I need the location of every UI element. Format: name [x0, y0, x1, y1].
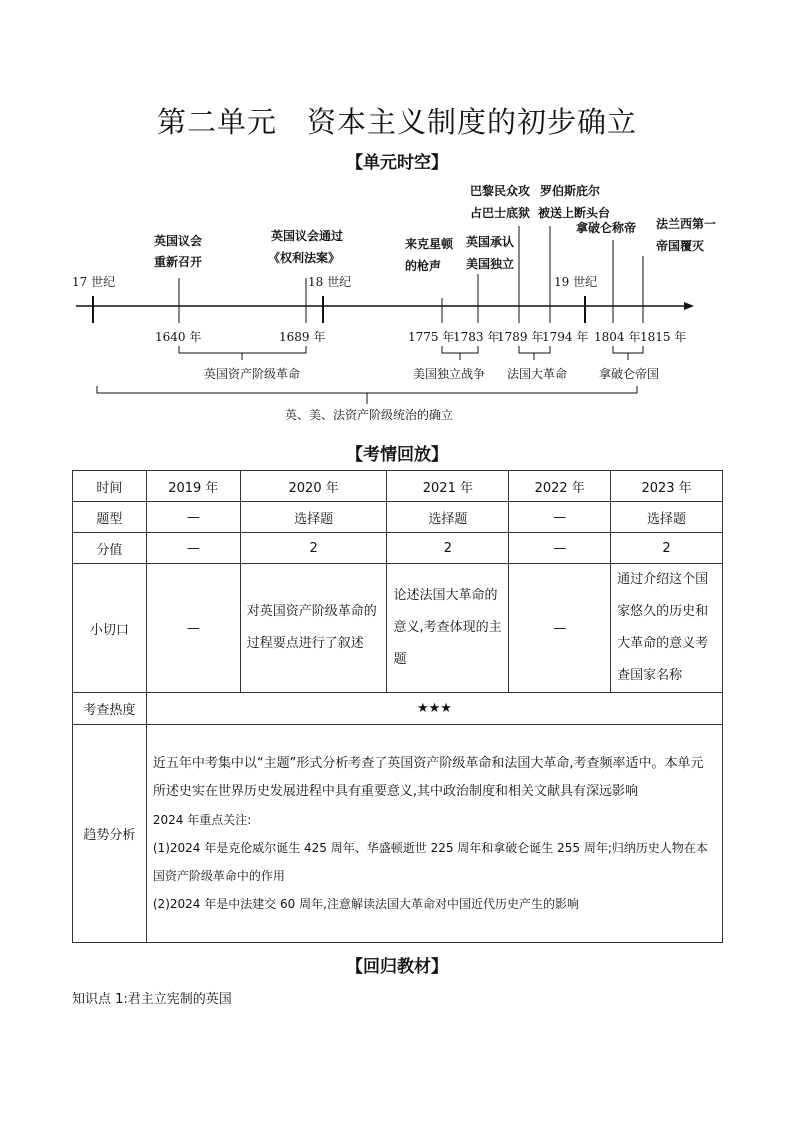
- trend-focus: 2024 年重点关注:: [152, 812, 252, 827]
- label-18c: 18 世纪: [308, 275, 352, 289]
- cell-year-2021: 2021 年: [387, 471, 509, 502]
- timeline-arrow: [684, 302, 694, 310]
- cell-type-label: 题型: [73, 502, 147, 533]
- cell-score-2022: —: [509, 533, 611, 564]
- row-heat: [73, 693, 723, 725]
- event-1783-l2: 美国独立: [466, 257, 515, 271]
- cell-time-label: 时间: [73, 471, 147, 502]
- event-1689-l2: 《权利法案》: [268, 251, 341, 265]
- row-time: [73, 471, 723, 502]
- period-american-war: 美国独立战争: [413, 367, 486, 381]
- cell-trend-label: 趋势分析: [73, 725, 147, 943]
- cell-score-2021: 2: [387, 533, 509, 564]
- event-1775-l2: 的枪声: [405, 259, 442, 273]
- event-1640-l1: 英国议会: [154, 234, 203, 248]
- cell-year-2023: 2023 年: [611, 471, 723, 502]
- timeline-diagram: [0, 178, 794, 468]
- cell-type-2020: 选择题: [240, 502, 387, 533]
- event-1783-l1: 英国承认: [466, 235, 515, 249]
- cell-trend-content: [146, 725, 722, 943]
- cell-point-2022: —: [509, 564, 611, 693]
- year-1783: 1783 年: [453, 330, 500, 344]
- event-1775-l1: 来克星顿: [405, 237, 454, 251]
- cell-year-2020: 2020 年: [240, 471, 387, 502]
- year-1640: 1640 年: [155, 330, 202, 344]
- trend-item-2: (2)2024 年是中法建交 60 周年,注意解读法国大革命对中国近代历史产生的影响: [152, 896, 579, 911]
- row-type: [73, 502, 723, 533]
- event-1789-l2: 占巴士底狱: [470, 206, 531, 220]
- cell-type-2022: —: [509, 502, 611, 533]
- row-point: [73, 564, 723, 693]
- event-1640-l2: 重新召开: [154, 255, 203, 269]
- event-1815-l2: 帝国覆灭: [656, 239, 705, 253]
- bracket-french-revolution: [519, 346, 550, 360]
- year-1689: 1689 年: [279, 330, 326, 344]
- bracket-american-war: [442, 346, 478, 360]
- cell-year-2022: 2022 年: [509, 471, 611, 502]
- year-1775: 1775 年: [408, 330, 455, 344]
- section-exam-heading: 【考情回放】: [346, 445, 448, 465]
- year-1794: 1794 年: [542, 330, 589, 344]
- period-english-revolution: 英国资产阶级革命: [204, 367, 301, 381]
- cell-score-2023: 2: [611, 533, 723, 564]
- knowledge-point-1: 知识点 1:君主立宪制的英国: [72, 992, 232, 1007]
- period-overall: 英、美、法资产阶级统治的确立: [285, 408, 454, 422]
- event-1689-l1: 英国议会通过: [271, 229, 344, 243]
- cell-type-2021: 选择题: [387, 502, 509, 533]
- trend-item-1: (1)2024 年是克伦威尔诞生 425 周年、华盛顿逝世 225 周年和拿破仑诞生 255 周年;归纳历史人物在本国资产阶级革命中的作用: [152, 840, 708, 883]
- cell-point-label: 小切口: [73, 564, 147, 693]
- cell-heat-label: 考查热度: [73, 693, 147, 725]
- cell-point-2021: 论述法国大革命的意义,考查体现的主题: [387, 564, 509, 693]
- event-1804-l1: 拿破仑称帝: [576, 221, 637, 235]
- row-score: [73, 533, 723, 564]
- cell-type-2023: 选择题: [611, 502, 723, 533]
- label-19c: 19 世纪: [554, 275, 598, 289]
- row-trend: [73, 725, 723, 943]
- year-1789: 1789 年: [497, 330, 544, 344]
- year-1815: 1815 年: [640, 330, 687, 344]
- bracket-overall: [97, 386, 637, 404]
- event-1815-l1: 法兰西第一: [656, 217, 717, 231]
- bracket-napoleon: [613, 346, 643, 360]
- label-17c: 17 世纪: [72, 275, 116, 289]
- cell-point-2020: 对英国资产阶级革命的过程要点进行了叙述: [240, 564, 387, 693]
- cell-type-2019: —: [146, 502, 240, 533]
- bracket-english-revolution: [179, 346, 306, 360]
- cell-point-2019: —: [146, 564, 240, 693]
- period-napoleon: 拿破仑帝国: [599, 367, 660, 381]
- heat-stars: ★★★: [146, 693, 722, 725]
- cell-score-label: 分值: [73, 533, 147, 564]
- exam-review-table: [72, 470, 723, 943]
- trend-intro: 近五年中考集中以“主题”形式分析考查了英国资产阶级革命和法国大革命,考查频率适中。本单元所述史实在世界历史发展进程中具有重要意义,其中政治制度和相关文献具有深远影响: [152, 755, 704, 799]
- event-1794-l1: 罗伯斯庇尔: [540, 184, 601, 198]
- event-1789-l1: 巴黎民众攻: [470, 184, 531, 198]
- section-return-heading: 【回归教材】: [346, 957, 448, 977]
- page-title: 第二单元 资本主义制度的初步确立: [156, 105, 638, 139]
- cell-point-2023: 通过介绍这个国家悠久的历史和大革命的意义考查国家名称: [611, 564, 723, 693]
- cell-score-2020: 2: [240, 533, 387, 564]
- section-unit-heading: 【单元时空】: [346, 153, 448, 173]
- period-french-revolution: 法国大革命: [507, 367, 568, 381]
- event-1794-l2: 被送上断头台: [538, 206, 611, 220]
- cell-score-2019: —: [146, 533, 240, 564]
- cell-year-2019: 2019 年: [146, 471, 240, 502]
- year-1804: 1804 年: [594, 330, 641, 344]
